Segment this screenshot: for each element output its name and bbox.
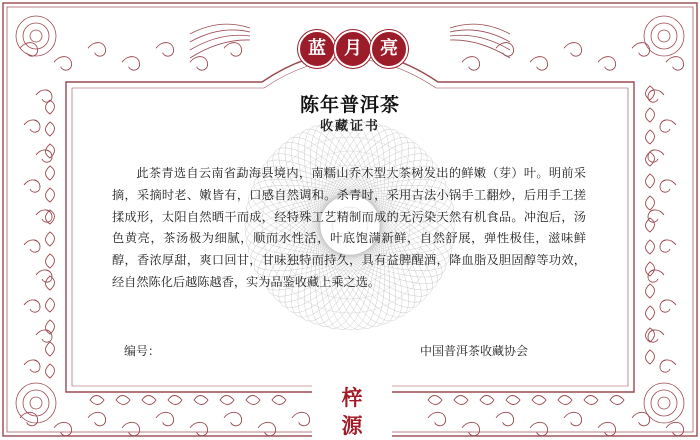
signature-stamp [312,380,392,439]
brand-seal: 月 [334,30,372,68]
certificate-body [112,163,586,294]
certificate-subtitle: 收藏证书 [319,119,380,134]
serial-number-label: 编号： [124,344,161,358]
stamp-char: 源 [341,413,363,438]
stamp-char: 梓 [341,385,363,410]
issuer-name: 中国普洱茶收藏协会 [420,344,529,358]
body-paragraph: 此茶青选自云南省勐海县境内，南糯山乔木型大茶树发出的鲜嫩（芽）叶。明前采摘，采摘时老、嫩皆有，口感自然调和。杀青时，采用古法小锅手工翻炒，后用手工搓揉成形，太阳自然晒干而成，经特殊工艺精制而成的无污染天然有机食品。冲泡后，汤色黄亮，茶汤极为细腻，顺而水性活，叶底饱满新鲜，自然舒展，弹性极佳，滋味鲜醇，香浓厚甜，爽口回甘，甘味独特而持久，具有益脾醒酒，降血脂及胆固醇等功效，经自然陈化后越陈越香，实为品鉴收藏上乘之选。 [112,166,586,289]
brand-seal: 亮 [370,30,408,68]
certificate-title: 陈年普洱茶 [299,94,400,116]
brand-seal-row [298,30,404,64]
brand-seal: 蓝 [298,30,336,68]
